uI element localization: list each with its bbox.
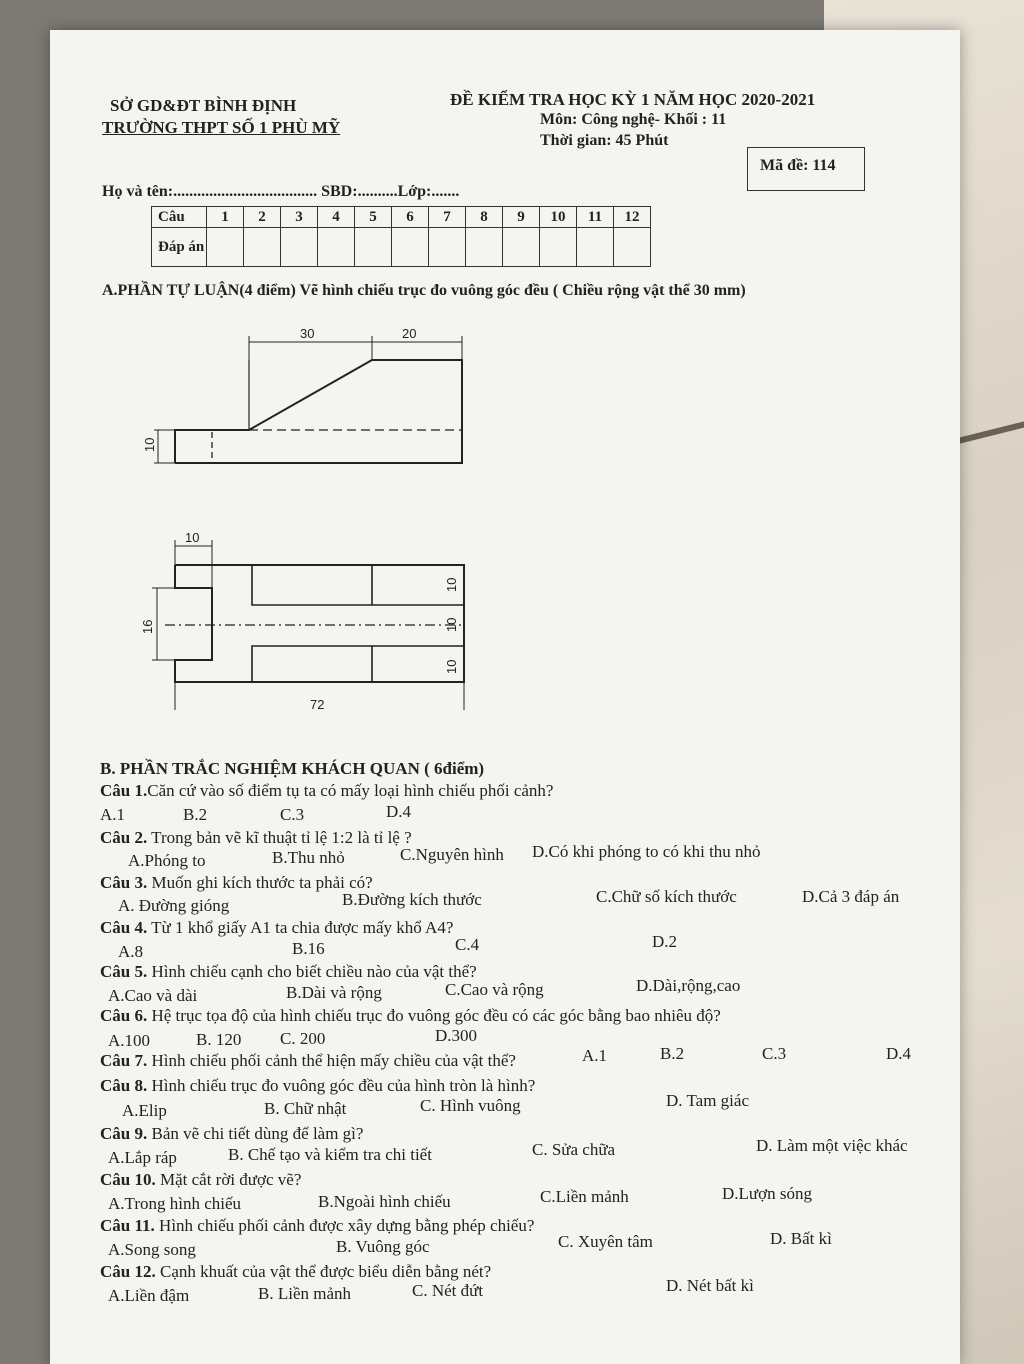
q10-option-a[interactable]: A.Trong hình chiếu	[108, 1194, 242, 1213]
dim-label-20: 20	[402, 326, 417, 341]
student-name-field[interactable]: Họ và tên:....................................	[102, 183, 318, 200]
answer-grid-number: 7	[429, 207, 466, 228]
answer-grid-number: 4	[318, 207, 355, 228]
q2-option-d[interactable]: D.Có khi phóng to có khi thu nhỏ	[532, 842, 761, 861]
exam-duration: Thời gian: 45 Phút	[540, 132, 669, 149]
answer-grid-number: 5	[355, 207, 392, 228]
q11-option-d[interactable]: D. Bất kì	[770, 1229, 832, 1248]
q11-option-b[interactable]: B. Vuông góc	[336, 1237, 430, 1256]
answer-cell[interactable]	[429, 228, 466, 267]
question-number: Câu 10.	[100, 1170, 156, 1189]
question-number: Câu 6.	[100, 1006, 148, 1025]
part-a-title: A.PHẦN TỰ LUẬN(4 điểm) Vẽ hình chiếu trục đo vuông góc đều ( Chiều rộng vật thể 30 mm)	[102, 282, 746, 299]
q1-option-b[interactable]: B.2	[183, 805, 208, 824]
question-number: Câu 4.	[100, 918, 148, 937]
q12-option-d[interactable]: D. Nét bất kì	[666, 1276, 754, 1295]
question-text: Căn cứ vào số điểm tụ ta có mấy loại hình chiếu phối cảnh?	[147, 781, 554, 800]
q2-option-b[interactable]: B.Thu nhỏ	[272, 848, 345, 867]
dim-label-16: 16	[140, 619, 155, 634]
question-text: Muốn ghi kích thước ta phải có?	[147, 873, 373, 892]
question-11	[100, 1216, 534, 1236]
exam-title: ĐỀ KIỂM TRA HỌC KỲ 1 NĂM HỌC 2020-2021	[450, 90, 816, 109]
technical-drawing	[130, 320, 490, 710]
question-2	[100, 828, 412, 848]
department-name: SỞ GD&ĐT BÌNH ĐỊNH	[110, 96, 297, 115]
q1-option-d[interactable]: D.4	[386, 802, 412, 821]
q5-option-d[interactable]: D.Dài,rộng,cao	[636, 976, 741, 995]
q4-option-b[interactable]: B.16	[292, 939, 325, 958]
dim-label-right-upper: 10	[444, 577, 459, 592]
answer-grid-number: 10	[540, 207, 577, 228]
q1-option-a[interactable]: A.1	[100, 805, 126, 824]
top-view-upper-slot	[252, 565, 464, 605]
question-text: Mặt cắt rời được vẽ?	[155, 1170, 302, 1189]
question-8	[100, 1076, 535, 1096]
q9-option-a[interactable]: A.Lắp ráp	[108, 1148, 177, 1167]
front-view-outline	[175, 360, 462, 463]
q10-option-d[interactable]: D.Lượn sóng	[722, 1184, 812, 1203]
q8-option-c[interactable]: C. Hình vuông	[420, 1096, 521, 1115]
answer-cell[interactable]	[244, 228, 281, 267]
question-number: Câu 2.	[100, 828, 148, 847]
q4-option-c[interactable]: C.4	[455, 935, 480, 954]
question-number: Câu 12.	[100, 1262, 156, 1281]
answer-grid-number: 12	[614, 207, 651, 228]
question-number: Câu 7.	[100, 1051, 148, 1070]
dim-label-right-middle: 10	[444, 617, 459, 632]
question-6	[100, 1006, 721, 1026]
exam-paper	[50, 30, 960, 1364]
question-text: Hình chiếu phối cảnh được xây dựng bằng phép chiếu?	[154, 1216, 535, 1235]
answer-grid-header-row	[152, 207, 651, 228]
question-4	[100, 918, 453, 938]
question-number: Câu 5.	[100, 962, 148, 981]
question-text: Hình chiếu cạnh cho biết chiều nào của vật thể?	[147, 962, 477, 981]
exam-code: Mã đề: 114	[760, 157, 836, 174]
q10-option-b[interactable]: B.Ngoài hình chiếu	[318, 1192, 451, 1211]
top-view-lower-slot	[252, 646, 464, 682]
question-number: Câu 3.	[100, 873, 148, 892]
question-text: Cạnh khuất của vật thể được biểu diễn bằng nét?	[155, 1262, 492, 1281]
student-info-line	[102, 183, 459, 201]
q9-option-c[interactable]: C. Sửa chữa	[532, 1140, 616, 1159]
q5-option-c[interactable]: C.Cao và rộng	[445, 980, 544, 999]
question-text: Hệ trục tọa độ của hình chiếu trục đo vuông góc đều có các góc bằng bao nhiêu độ?	[147, 1006, 721, 1025]
question-7	[100, 1051, 516, 1071]
q6-option-a[interactable]: A.100	[108, 1031, 151, 1050]
answer-cell[interactable]	[540, 228, 577, 267]
answer-cell[interactable]	[392, 228, 429, 267]
q7-option-c[interactable]: C.3	[762, 1044, 787, 1063]
question-number: Câu 9.	[100, 1124, 148, 1143]
answer-grid-number: 9	[503, 207, 540, 228]
q10-option-c[interactable]: C.Liền mảnh	[540, 1187, 629, 1206]
dim-label-10-top: 10	[185, 530, 200, 545]
question-text: Từ 1 khổ giấy A1 ta chia được mấy khổ A4?	[147, 918, 454, 937]
q12-option-c[interactable]: C. Nét đứt	[412, 1281, 484, 1300]
q12-option-b[interactable]: B. Liền mảnh	[258, 1284, 352, 1303]
q3-option-c[interactable]: C.Chữ số kích thước	[596, 887, 737, 906]
q6-option-c[interactable]: C. 200	[280, 1029, 326, 1048]
answer-grid	[151, 206, 651, 267]
question-text: Hình chiếu trục đo vuông góc đều của hình tròn là hình?	[147, 1076, 536, 1095]
answer-grid-cau-label: Câu	[152, 207, 207, 228]
answer-grid-answer-row	[152, 228, 651, 267]
answer-grid-number: 1	[207, 207, 244, 228]
question-5	[100, 962, 477, 982]
dim-label-30: 30	[300, 326, 315, 341]
q11-option-c[interactable]: C. Xuyên tâm	[558, 1232, 653, 1251]
top-view	[165, 565, 464, 682]
answer-cell[interactable]	[318, 228, 355, 267]
q12-option-a[interactable]: A.Liền đậm	[108, 1286, 190, 1305]
q9-option-d[interactable]: D. Làm một việc khác	[756, 1136, 908, 1155]
answer-grid-number: 2	[244, 207, 281, 228]
student-sbd-field[interactable]: SBD:..........	[321, 183, 398, 200]
q3-option-d[interactable]: D.Cả 3 đáp án	[802, 887, 900, 906]
answer-grid-number: 8	[466, 207, 503, 228]
question-text: Bản vẽ chi tiết dùng để làm gì?	[147, 1124, 364, 1143]
q8-option-a[interactable]: A.Elip	[122, 1101, 167, 1120]
top-view-outline	[175, 565, 464, 682]
question-text: Hình chiếu phối cảnh thể hiện mấy chiều của vật thể?	[147, 1051, 516, 1070]
q8-option-d[interactable]: D. Tam giác	[666, 1091, 749, 1110]
q7-option-b[interactable]: B.2	[660, 1044, 685, 1063]
exam-code-box	[747, 147, 865, 191]
answer-cell[interactable]	[614, 228, 651, 267]
q6-option-b[interactable]: B. 120	[196, 1030, 242, 1049]
q7-option-d[interactable]: D.4	[886, 1044, 912, 1063]
student-class-field[interactable]: Lớp:.......	[397, 183, 460, 200]
question-10	[100, 1170, 301, 1190]
q1-option-c[interactable]: C.3	[280, 805, 305, 824]
q4-option-a[interactable]: A.8	[118, 942, 144, 961]
q5-option-a[interactable]: A.Cao và dài	[108, 986, 198, 1005]
answer-grid-number: 11	[577, 207, 614, 228]
q8-option-b[interactable]: B. Chữ nhật	[264, 1099, 347, 1118]
dim-label-72: 72	[310, 697, 325, 710]
answer-grid-number: 6	[392, 207, 429, 228]
question-number: Câu 1.	[100, 781, 148, 800]
question-9	[100, 1124, 363, 1144]
answer-grid-number: 3	[281, 207, 318, 228]
question-3	[100, 873, 373, 893]
q2-option-a[interactable]: A.Phóng to	[128, 851, 206, 870]
answer-cell[interactable]	[503, 228, 540, 267]
answer-cell[interactable]	[207, 228, 244, 267]
q9-option-b[interactable]: B. Chế tạo và kiểm tra chi tiết	[228, 1145, 432, 1164]
exam-subject: Môn: Công nghệ- Khối : 11	[540, 111, 727, 128]
question-text: Trong bản vẽ kĩ thuật tỉ lệ 1:2 là tỉ lệ ?	[147, 828, 412, 847]
school-name: TRƯỜNG THPT SỐ 1 PHÙ MỸ	[102, 118, 341, 137]
question-1	[100, 781, 553, 801]
answer-grid-dap-an-label: Đáp án	[152, 228, 207, 267]
q11-option-a[interactable]: A.Song song	[108, 1240, 196, 1259]
front-view-dimensions	[154, 336, 462, 463]
q3-option-b[interactable]: B.Đường kích thước	[342, 890, 482, 909]
q5-option-b[interactable]: B.Dài và rộng	[286, 983, 382, 1002]
dim-label-right-lower: 10	[444, 659, 459, 674]
answer-cell[interactable]	[466, 228, 503, 267]
part-b-title: B. PHẦN TRẮC NGHIỆM KHÁCH QUAN ( 6điểm)	[100, 759, 485, 778]
q2-option-c[interactable]: C.Nguyên hình	[400, 845, 504, 864]
q6-option-d[interactable]: D.300	[435, 1026, 478, 1045]
question-number: Câu 11.	[100, 1216, 155, 1235]
q7-option-a[interactable]: A.1	[582, 1046, 608, 1065]
answer-cell[interactable]	[355, 228, 392, 267]
answer-cell[interactable]	[577, 228, 614, 267]
q4-option-d[interactable]: D.2	[652, 932, 678, 951]
answer-cell[interactable]	[281, 228, 318, 267]
question-number: Câu 8.	[100, 1076, 148, 1095]
question-12	[100, 1262, 491, 1282]
dim-label-10-front: 10	[142, 437, 157, 452]
front-view	[175, 360, 462, 463]
q3-option-a[interactable]: A. Đường gióng	[118, 896, 230, 915]
